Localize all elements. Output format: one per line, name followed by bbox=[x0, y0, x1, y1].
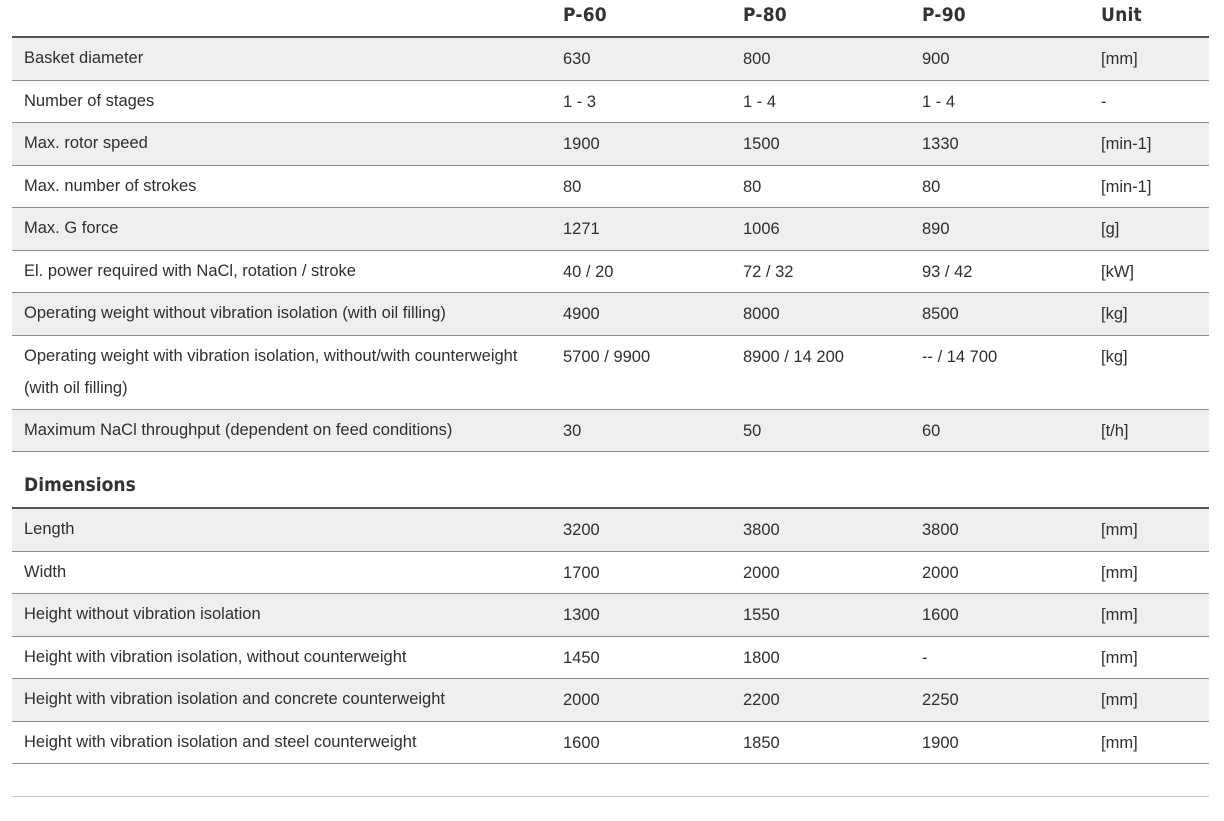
cell-p80: 2200 bbox=[743, 691, 780, 709]
column-header-p60: P-60 bbox=[563, 4, 607, 26]
cell-p90: -- / 14 700 bbox=[922, 347, 998, 366]
cell-p60: 1700 bbox=[563, 563, 600, 582]
cell-p90: 1330 bbox=[922, 135, 959, 153]
table-row bbox=[12, 336, 1209, 410]
cell-p80: 800 bbox=[743, 50, 771, 68]
table-row bbox=[12, 166, 1209, 209]
cell-p80: 50 bbox=[743, 421, 762, 440]
cell-p90: 8500 bbox=[922, 305, 959, 323]
cell-unit: [mm] bbox=[1101, 691, 1138, 709]
table-row bbox=[12, 123, 1209, 166]
row-label: Operating weight without vibration isolation (with oil filling) bbox=[24, 304, 446, 322]
row-label: Operating weight with vibration isolation, without/with counterweight (with oil filling) bbox=[24, 346, 518, 397]
cell-unit: [mm] bbox=[1101, 606, 1138, 624]
cell-p60: 2000 bbox=[563, 691, 600, 709]
cell-p60: 1300 bbox=[563, 606, 600, 624]
table-row bbox=[12, 293, 1209, 336]
table-row bbox=[12, 38, 1209, 81]
cell-p80: 1500 bbox=[743, 135, 780, 153]
cell-p90: 1900 bbox=[922, 733, 959, 752]
cell-p80: 1550 bbox=[743, 606, 780, 624]
cell-p80: 2000 bbox=[743, 563, 780, 582]
cell-unit: [t/h] bbox=[1101, 421, 1129, 440]
cell-p80: 80 bbox=[743, 177, 762, 196]
spec-table bbox=[12, 0, 1209, 764]
row-label: Maximum NaCl throughput (dependent on feed conditions) bbox=[24, 420, 453, 439]
cell-p90: - bbox=[922, 648, 928, 667]
row-label: Length bbox=[24, 520, 75, 538]
cell-unit: [min-1] bbox=[1101, 177, 1152, 196]
table-row bbox=[12, 208, 1209, 251]
table-header bbox=[12, 0, 1209, 38]
column-header-p90: P-90 bbox=[922, 4, 966, 26]
cell-p80: 1850 bbox=[743, 733, 780, 752]
row-label: Max. rotor speed bbox=[24, 134, 148, 152]
cell-unit: [mm] bbox=[1101, 733, 1138, 752]
table-row bbox=[12, 410, 1209, 453]
row-label: Height with vibration isolation and concrete counterweight bbox=[24, 690, 445, 708]
cell-p60: 3200 bbox=[563, 521, 600, 539]
cell-p80: 1006 bbox=[743, 220, 780, 238]
cell-unit: [min-1] bbox=[1101, 135, 1152, 153]
cell-p60: 1450 bbox=[563, 648, 600, 667]
cell-unit: [kg] bbox=[1101, 305, 1128, 323]
row-label: Max. number of strokes bbox=[24, 176, 197, 195]
cell-p60: 80 bbox=[563, 177, 582, 196]
cell-p60: 4900 bbox=[563, 305, 600, 323]
row-label: Max. G force bbox=[24, 219, 119, 237]
row-label: El. power required with NaCl, rotation / stroke bbox=[24, 261, 356, 280]
table-row bbox=[12, 251, 1209, 294]
cell-unit: [mm] bbox=[1101, 648, 1138, 667]
row-label: Width bbox=[24, 562, 67, 581]
cell-p80: 1800 bbox=[743, 648, 780, 667]
cell-p80: 72 / 32 bbox=[743, 262, 794, 281]
cell-p80: 3800 bbox=[743, 521, 780, 539]
row-label: Height with vibration isolation and steel counterweight bbox=[24, 732, 417, 751]
table-row bbox=[12, 679, 1209, 722]
cell-unit: [mm] bbox=[1101, 563, 1138, 582]
cell-p90: 2250 bbox=[922, 691, 959, 709]
section-title: Dimensions bbox=[24, 474, 136, 496]
cell-p80: 8900 / 14 200 bbox=[743, 347, 844, 366]
cell-p60: 1900 bbox=[563, 135, 600, 153]
cell-unit: [kg] bbox=[1101, 347, 1128, 366]
table-row bbox=[12, 81, 1209, 124]
cell-p90: 2000 bbox=[922, 563, 959, 582]
cell-p90: 900 bbox=[922, 50, 950, 68]
column-header-unit: Unit bbox=[1101, 4, 1142, 26]
table-row bbox=[12, 509, 1209, 552]
cell-p90: 3800 bbox=[922, 521, 959, 539]
cell-p60: 30 bbox=[563, 421, 582, 440]
cell-unit: [mm] bbox=[1101, 50, 1138, 68]
cell-p80: 1 - 4 bbox=[743, 92, 777, 111]
cell-p90: 93 / 42 bbox=[922, 262, 973, 281]
cell-p60: 630 bbox=[563, 50, 591, 68]
table-row bbox=[12, 594, 1209, 637]
cell-p60: 5700 / 9900 bbox=[563, 347, 651, 366]
cell-p60: 40 / 20 bbox=[563, 262, 614, 281]
cell-p90: 80 bbox=[922, 177, 941, 196]
table-row bbox=[12, 637, 1209, 680]
row-label: Height without vibration isolation bbox=[24, 605, 261, 623]
cell-p90: 890 bbox=[922, 220, 950, 238]
cell-p90: 1 - 4 bbox=[922, 92, 956, 111]
column-header-p80: P-80 bbox=[743, 4, 787, 26]
dimensions-heading bbox=[12, 452, 1209, 509]
cell-p60: 1271 bbox=[563, 220, 600, 238]
cell-unit: [kW] bbox=[1101, 262, 1134, 281]
cell-p90: 60 bbox=[922, 421, 941, 440]
table-row bbox=[12, 722, 1209, 765]
row-label: Height with vibration isolation, without counterweight bbox=[24, 647, 407, 666]
cell-unit: [g] bbox=[1101, 220, 1120, 238]
cell-unit: - bbox=[1101, 92, 1107, 111]
footer-divider bbox=[12, 796, 1209, 797]
row-label: Basket diameter bbox=[24, 49, 144, 67]
table-row bbox=[12, 552, 1209, 595]
cell-p60: 1600 bbox=[563, 733, 600, 752]
cell-p90: 1600 bbox=[922, 606, 959, 624]
row-label: Number of stages bbox=[24, 91, 155, 110]
cell-p60: 1 - 3 bbox=[563, 92, 597, 111]
cell-unit: [mm] bbox=[1101, 521, 1138, 539]
cell-p80: 8000 bbox=[743, 305, 780, 323]
